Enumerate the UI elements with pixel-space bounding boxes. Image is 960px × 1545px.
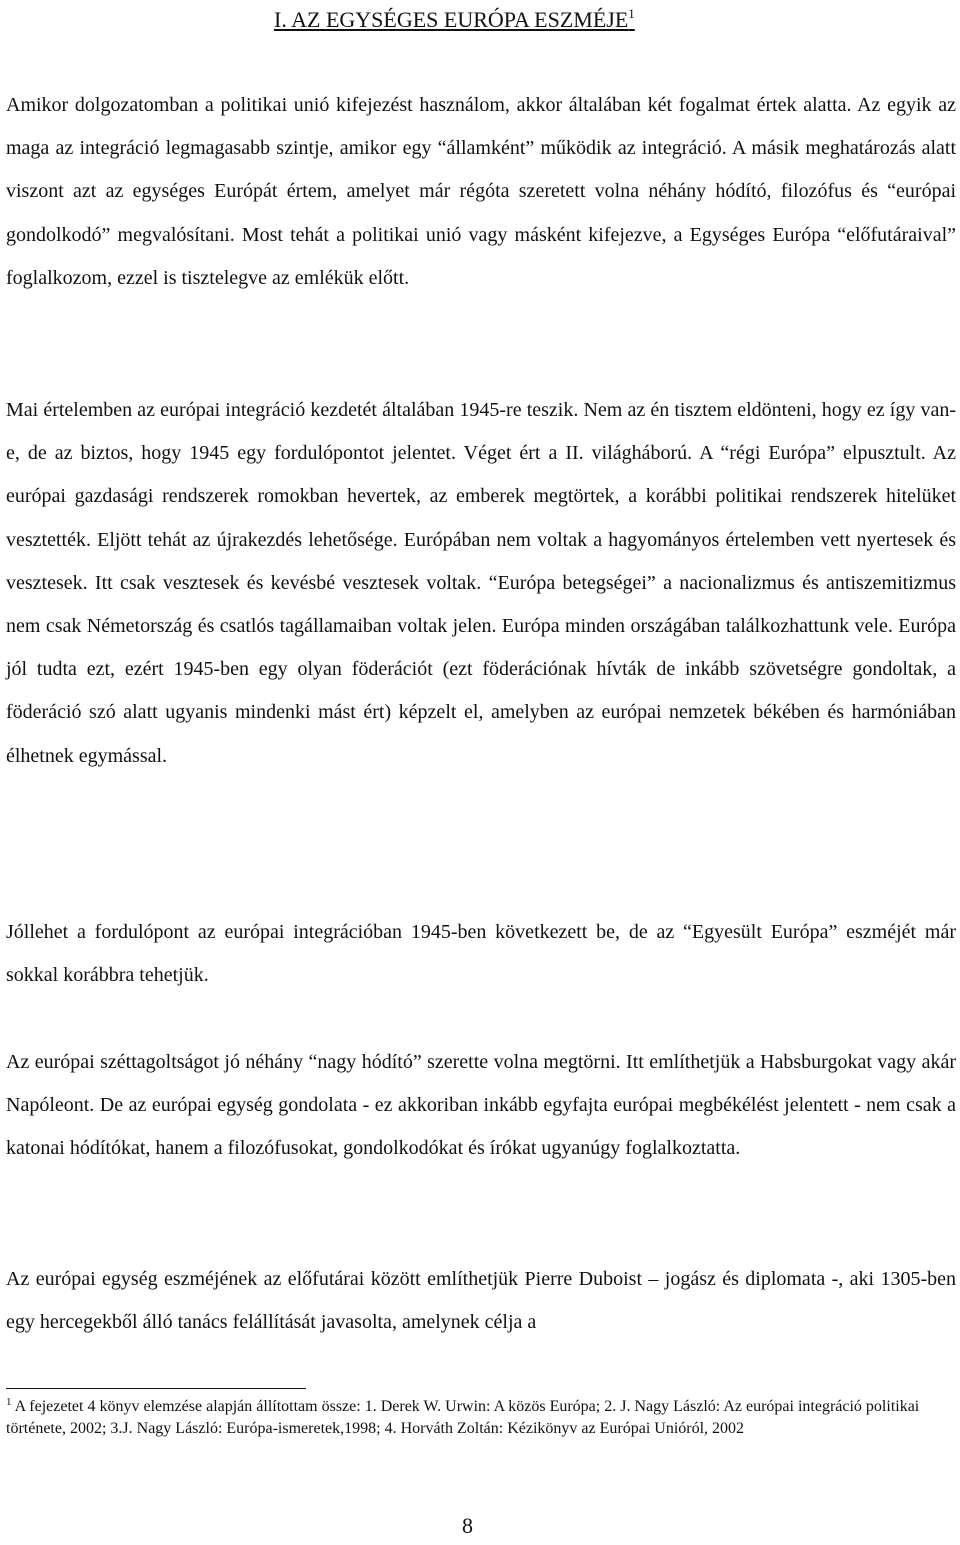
page-number: 8 [462, 1513, 473, 1538]
footnote [6, 1396, 956, 1440]
body-paragraph-1: Amikor dolgozatomban a politikai unió kifejezést használom, akkor általában két fogalmat értek alatta. Az egyik az maga az integráció legmagasabb szintje, amikor egy “államként” működik az integráció. A másik meghatározás alatt viszont azt az egységes Európát értem, amelyet már régóta szeretett volna néhány hódító, filozófus és “európai gondolkodó” megvalósítani. Most tehát a politikai unió vagy másként kifejezve, a Egységes Európa “előfutáraival” foglalkozom, ezzel is tisztelegve az emlékük előtt. [6, 94, 956, 289]
footnote-reference: 1 [628, 6, 635, 21]
body-paragraph-2: Mai értelemben az európai integráció kezdetét általában 1945-re teszik. Nem az én tisztem eldönteni, hogy ez így van-e, de az biztos, hogy 1945 egy fordulópontot jelentet. Véget ért a II. világháború. A “régi Európa” elpusztult. Az európai gazdasági rendszerek romokban hevertek, az emberek megtörtek, a korábbi politikai rendszerek hitelüket vesztették. Eljött tehát az újrakezdés lehetősége. Európában nem voltak a hagyományos értelemben vett nyertesek és vesztesek. Itt csak vesztesek és kevésbé vesztesek voltak. “Európa betegségei” a nacionalizmus és antiszemitizmus nem csak Németország és csatlós tagállamaiban voltak jelen. Európa minden országában találkozhattunk vele. Európa jól tudta ezt, ezért 1945-ben egy olyan föderációt (ezt föderációnak hívták de inkább szövetségre gondoltak, a föderáció szó alatt ugyanis mindenki mást ért) képzelt el, amelyben az európai nemzetek békében és harmóniában élhetnek egymással. [6, 399, 956, 767]
footnote-marker: 1 [6, 1396, 12, 1408]
body-paragraph-5: Az európai egység eszméjének az előfutárai között említhetjük Pierre Duboist – jogász és diplomata -, aki 1305-ben egy hercegekből álló tanács felállítását javasolta, amelynek célja a [6, 1268, 956, 1334]
chapter-heading [274, 6, 834, 34]
footnote-separator [6, 1388, 306, 1389]
footnote-text: A fejezetet 4 könyv elemzése alapján állítottam össze: 1. Derek W. Urwin: A közös Európa; 2. J. Nagy László: Az európai integráció politikai története, 2002; 3.J. Nagy László: Európa-ismeretek,1998; 4. Horváth Zoltán: Kézikönyv az Európai Unióról, 2002 [6, 1398, 920, 1437]
chapter-heading-text: I. AZ EGYSÉGES EURÓPA ESZMÉJE [274, 7, 629, 32]
body-paragraph-4: Az európai széttagoltságot jó néhány “nagy hódító” szerette volna megtörni. Itt említhetjük a Habsburgokat vagy akár Napóleont. De az európai egység gondolata - ez akkoriban inkább egyfajta európai megbékélést jelentett - nem csak a katonai hódítókat, hanem a filozófusokat, gondolkodókat és írókat ugyanúgy foglalkoztatta. [6, 1051, 956, 1160]
body-paragraph-3: Jóllehet a fordulópont az európai integrációban 1945-ben következett be, de az “Egyesült Európa” eszméjét már sokkal korábbra tehetjük. [6, 921, 956, 987]
